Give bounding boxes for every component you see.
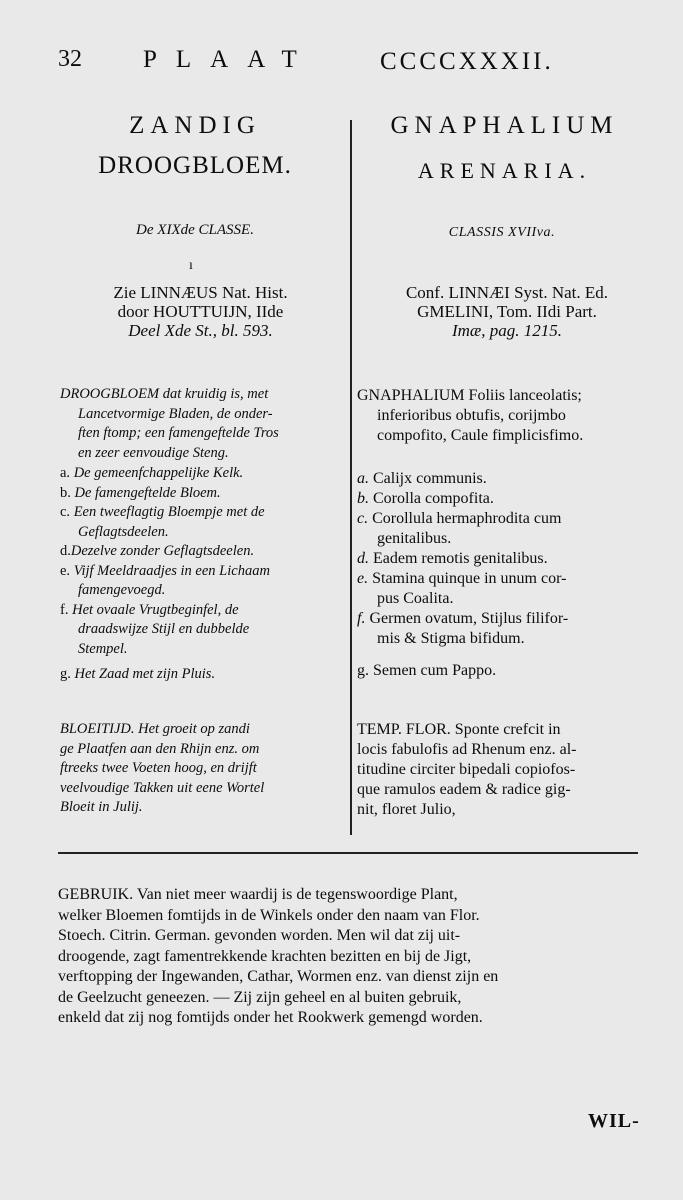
desc-line: inferioribus obtufis, corijmbo bbox=[377, 407, 566, 424]
part-f: f. Germen ovatum, Stijlus filifor- bbox=[357, 610, 569, 627]
desc-line: en zeer eenvoudige Steng. bbox=[78, 444, 229, 461]
part-b: b. Corolla compofita. bbox=[357, 490, 494, 507]
gebruik-line: Stoech. Citrin. German. gevonden worden. Men wil dat zij uit- bbox=[58, 927, 461, 944]
desc-line: ften ftomp; een famengeftelde Tros bbox=[78, 425, 279, 441]
part-g: g. Het Zaad met zijn Pluis. bbox=[60, 666, 216, 682]
gebruik-line: GEBRUIK. Van niet meer waardij is de tegenswoordige Plant, bbox=[58, 886, 458, 903]
ref-line: Imæ, pag. 1215. bbox=[451, 321, 563, 340]
desc-line: Lancetvormige Bladen, de onder- bbox=[78, 405, 273, 422]
part-c: c. Een tweeflagtig Bloempje met de bbox=[60, 504, 265, 520]
gebruik-line: droogende, zagt famentrekkende krachten bezitten en bij de Jigt, bbox=[58, 947, 472, 965]
temp-flor-line: nit, floret Julio, bbox=[357, 801, 456, 818]
horizontal-rule bbox=[58, 852, 638, 854]
part-f-cont: mis & Stigma bifidum. bbox=[377, 630, 525, 647]
dutch-classe: De XIXde CLASSE. bbox=[136, 222, 254, 238]
latin-title-line1: GNAPHALIUM bbox=[390, 112, 619, 139]
plate-number: CCCCXXXII. bbox=[380, 48, 554, 75]
latin-temp-flor bbox=[357, 720, 655, 820]
gebruik-line: verftopping der Ingewanden, Cathar, Wormen enz. van dienst zijn en bbox=[58, 968, 499, 985]
part-e-cont: pus Coalita. bbox=[377, 590, 454, 607]
part-a: a. De gemeenfchappelijke Kelk. bbox=[60, 465, 244, 481]
part-e: e. Vijf Meeldraadjes in een Lichaam bbox=[60, 562, 270, 579]
part-g: g. Semen cum Pappo. bbox=[357, 662, 497, 679]
dutch-parts-list bbox=[60, 464, 345, 685]
part-b: b. De famengeftelde Bloem. bbox=[60, 484, 221, 501]
part-f: f. Het ovaale Vrugtbeginfel, de bbox=[60, 601, 239, 618]
dutch-reference bbox=[58, 283, 343, 340]
bloeitijd-line: BLOEITIJD. Het groeit op zandi bbox=[60, 721, 250, 737]
part-c-cont: genitalibus. bbox=[377, 530, 452, 547]
gebruik-line: welker Bloemen fomtijds in de Winkels onder den naam van Flor. bbox=[58, 906, 480, 924]
gebruik-line: de Geelzucht geneezen. — Zij zijn geheel en al buiten gebruik, bbox=[58, 988, 462, 1006]
ref-line: Deel Xde St., bl. 593. bbox=[128, 321, 273, 340]
ref-line: door HOUTTUIJN, IIde bbox=[117, 302, 284, 321]
temp-flor-line: titudine circiter bipedali copiofos- bbox=[357, 761, 576, 778]
column-divider bbox=[350, 120, 352, 835]
temp-flor-line: locis fabulofis ad Rhenum enz. al- bbox=[357, 741, 577, 758]
part-f-cont: draadswijze Stijl en dubbelde bbox=[78, 621, 250, 637]
latin-parts-list bbox=[357, 469, 655, 681]
ref-line: Conf. LINNÆI Syst. Nat. Ed. bbox=[405, 283, 609, 302]
plate-label: PLAAT bbox=[143, 46, 316, 73]
dutch-bloeitijd bbox=[60, 720, 345, 818]
bloeitijd-line: veelvoudige Takken uit eene Wortel bbox=[60, 779, 265, 796]
part-a: a. Calijx communis. bbox=[357, 470, 487, 487]
desc-line: compofito, Caule fimplicisfimo. bbox=[377, 427, 584, 444]
temp-flor-line: que ramulos eadem & radice gig- bbox=[357, 781, 571, 798]
part-e: e. Stamina quinque in unum cor- bbox=[357, 570, 567, 587]
bloeitijd-line: ftreeks twee Voeten hoog, en drijft bbox=[60, 760, 257, 776]
latin-title-line2: ARENARIA. bbox=[417, 158, 592, 183]
part-d: d.Dezelve zonder Geflagtsdeelen. bbox=[60, 543, 255, 559]
ref-line: GMELINI, Tom. IIdi Part. bbox=[417, 302, 597, 321]
desc-line: GNAPHALIUM Foliis lanceolatis; bbox=[357, 387, 582, 404]
ink-mark: ı bbox=[189, 258, 193, 273]
part-c-cont: Geflagtsdeelen. bbox=[78, 523, 169, 540]
part-e-cont: famengevoegd. bbox=[78, 582, 166, 598]
latin-classis: CLASSIS XVIIva. bbox=[448, 225, 556, 240]
bloeitijd-line: Bloeit in Julij. bbox=[60, 799, 143, 815]
catchword: WIL- bbox=[588, 1110, 640, 1132]
ref-line: Zie LINNÆUS Nat. Hist. bbox=[113, 283, 288, 302]
dutch-title-line2: DROOGBLOEM. bbox=[98, 152, 292, 179]
dutch-title-line1: ZANDIG bbox=[129, 112, 261, 139]
gebruik-line: enkeld dat zij nog fomtijds onder het Rookwerk gemengd worden. bbox=[58, 1009, 483, 1026]
part-f-cont: Stempel. bbox=[78, 640, 128, 657]
temp-flor-line: TEMP. FLOR. Sponte crefcit in bbox=[357, 721, 561, 738]
page-number: 32 bbox=[58, 46, 82, 72]
desc-line: DROOGBLOEM dat kruidig is, met bbox=[60, 386, 269, 402]
dutch-description bbox=[60, 385, 345, 463]
latin-description bbox=[357, 386, 655, 446]
part-c: c. Corollula hermaphrodita cum bbox=[357, 510, 562, 527]
latin-reference bbox=[358, 283, 656, 340]
part-d: d. Eadem remotis genitalibus. bbox=[357, 550, 548, 567]
bloeitijd-line: ge Plaatfen aan den Rhijn enz. om bbox=[60, 740, 260, 757]
gebruik-paragraph bbox=[58, 885, 648, 1029]
